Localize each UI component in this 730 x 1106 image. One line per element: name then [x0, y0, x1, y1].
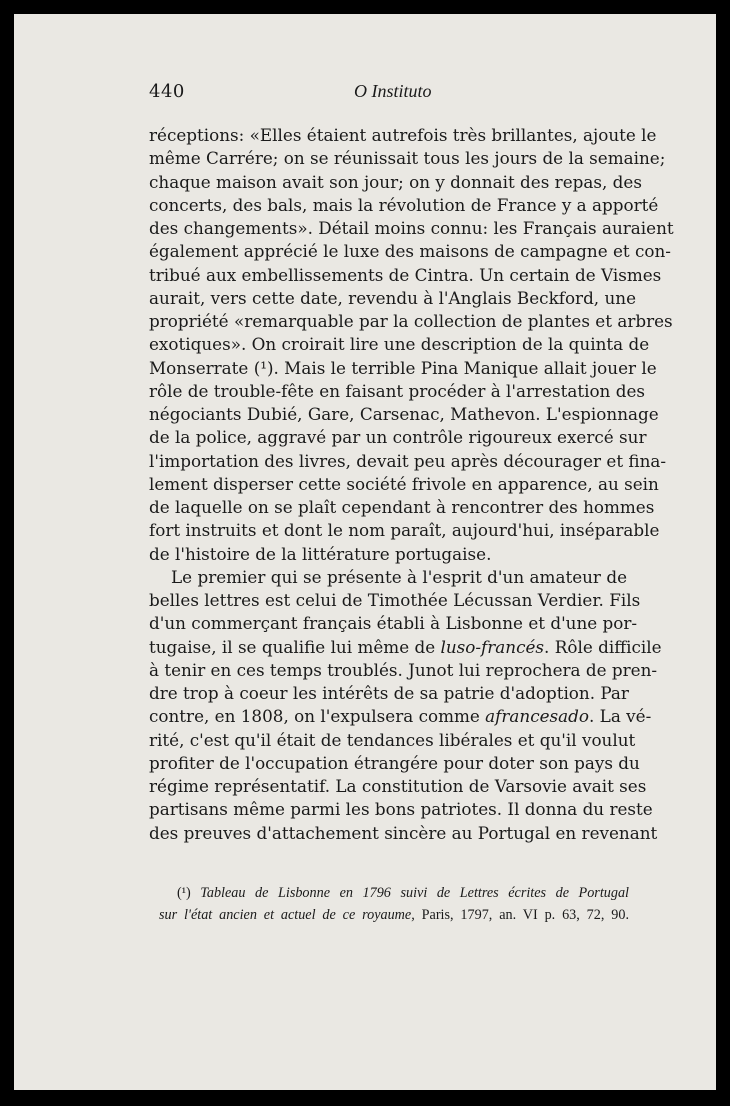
- text-line: tribué aux embellissements de Cintra. Un certain de Vismes: [149, 264, 662, 285]
- footnote-line: [159, 882, 629, 904]
- footnote-title-cont: sur l'état ancien et actuel de ce royaume,: [159, 907, 415, 923]
- running-title: O Instituto: [354, 81, 432, 101]
- text-line: l'importation des livres, devait peu après décourager et fina-: [149, 450, 667, 471]
- text-line: de la police, aggravé par un contrôle rigoureux exercé sur: [149, 427, 647, 448]
- footnote-line: [159, 904, 629, 926]
- text-line: concerts, des bals, mais la révolution de France y a apporté: [149, 194, 659, 215]
- text-segment: . La vé-: [589, 706, 652, 727]
- text-segment: contre, en 1808, on l'expulsera comme: [149, 706, 486, 727]
- text-line: [149, 636, 662, 659]
- text-line: partisans même parmi les bons patriotes. Il donna du reste: [149, 799, 653, 820]
- text-line: propriété «remarquable par la collection de plantes et arbres: [149, 311, 673, 331]
- text-line: profiter de l'occupation étrangére pour doter son pays du: [149, 752, 640, 773]
- text-line: négociants Dubié, Gare, Carsenac, Mathevon. L'espionnage: [149, 404, 659, 424]
- text-line: Le premier qui se présente à l'esprit d'un amateur de: [171, 566, 627, 587]
- text-line: aurait, vers cette date, revendu à l'Anglais Beckford, une: [149, 287, 637, 308]
- body-text: [149, 124, 674, 845]
- text-line: dre trop à coeur les intérêts de sa patrie d'adoption. Par: [149, 683, 629, 703]
- text-line: des preuves d'attachement sincère au Portugal en revenant: [149, 822, 658, 843]
- text-line: [149, 705, 652, 728]
- text-line: même Carrére; on se réunissait tous les jours de la semaine;: [149, 148, 666, 169]
- text-line: exotiques». On croirait lire une description de la quinta de: [149, 334, 650, 355]
- text-line: de laquelle on se plaît cependant à rencontrer des hommes: [149, 497, 655, 517]
- text-segment: . Rôle difficile: [544, 636, 662, 657]
- page-number: 440: [149, 81, 185, 102]
- footnote-title: Tableau de Lisbonne en 1796 suivi de Lettres écrites de Portugal: [200, 885, 629, 901]
- text-line: lement disperser cette société frivole en apparence, au sein: [149, 473, 659, 494]
- text-line: belles lettres est celui de Timothée Lécussan Verdier. Fils: [149, 590, 641, 610]
- footnote-marker: (¹): [177, 885, 191, 901]
- text-line: régime représentatif. La constitution de Varsovie avait ses: [149, 776, 647, 796]
- text-line: à tenir en ces temps troublés. Junot lui reprochera de pren-: [149, 659, 658, 680]
- italic-term: afrancesado: [485, 706, 590, 727]
- text-line: d'un commerçant français établi à Lisbonne et d'une por-: [149, 613, 638, 634]
- book-page: [14, 14, 716, 1090]
- text-line: Monserrate (¹). Mais le terrible Pina Manique allait jouer le: [149, 357, 657, 378]
- footnote-citation: Paris, 1797, an. VI p. 63, 72, 90.: [414, 907, 629, 923]
- text-line: rité, c'est qu'il était de tendances libérales et qu'il voulut: [149, 729, 636, 750]
- page-header: [149, 81, 639, 111]
- text-line: rôle de trouble-fête en faisant procéder à l'arrestation des: [149, 380, 645, 401]
- footnote: [159, 882, 629, 926]
- text-line: chaque maison avait son jour; on y donnait des repas, des: [149, 171, 642, 192]
- text-line: réceptions: «Elles étaient autrefois très brillantes, ajoute le: [149, 125, 657, 145]
- text-line: des changements». Détail moins connu: les Français auraient: [149, 218, 674, 238]
- text-segment: tugaise, il se qualifie lui même de: [149, 636, 441, 657]
- text-line: fort instruits et dont le nom paraît, aujourd'hui, inséparable: [149, 520, 660, 541]
- text-line: de l'histoire de la littérature portugaise.: [149, 543, 492, 564]
- italic-term: luso-francés: [440, 636, 545, 657]
- text-line: également apprécié le luxe des maisons de campagne et con-: [149, 241, 671, 262]
